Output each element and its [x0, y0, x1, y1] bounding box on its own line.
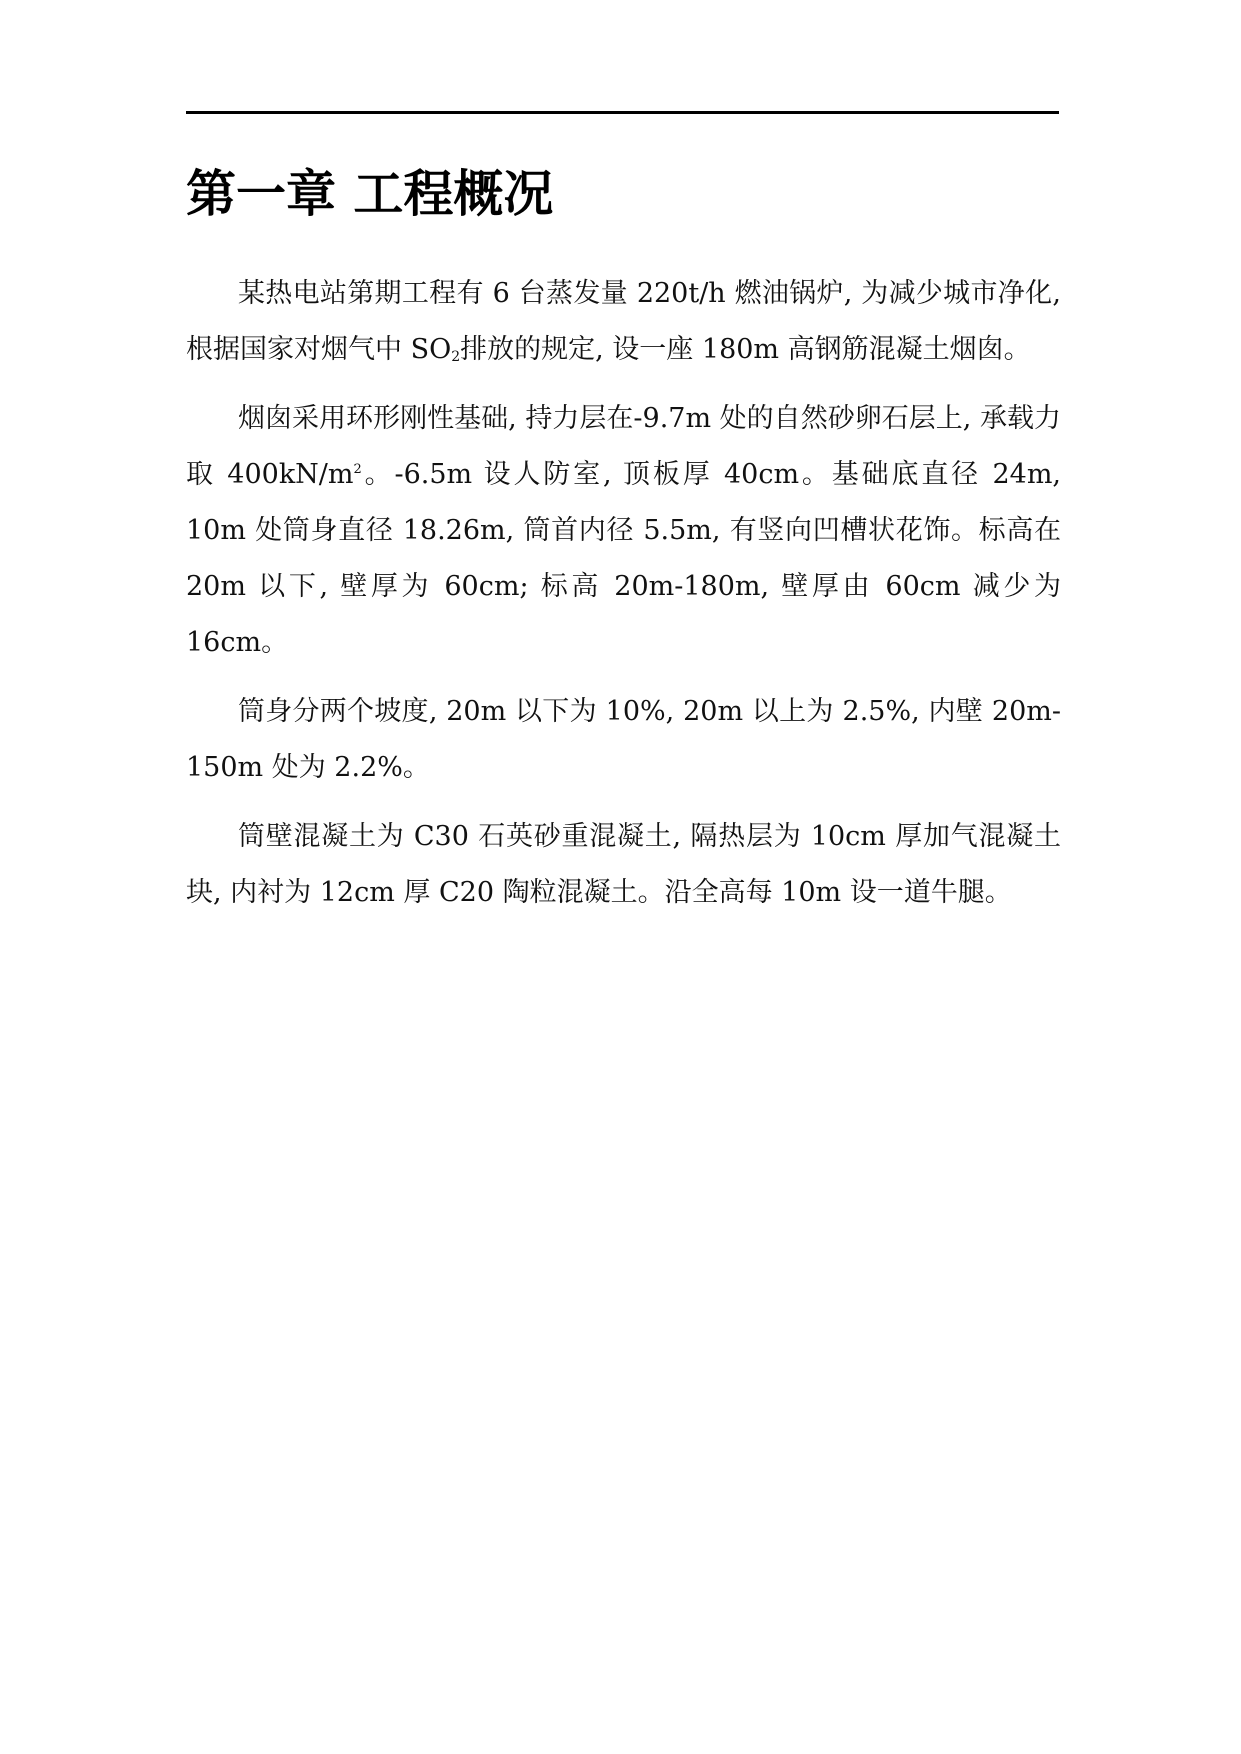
paragraph-2-text-b: 。-6.5m 设人防室, 顶板厚 40cm。基础底直径 24m, 10m 处筒身直径 18.26m, 筒首内径 5.5m, 有竖向凹槽状花饰。标高在 20m 以下, 壁厚为 60cm; 标高 20m-180m, 壁厚由 60cm 减少为 16cm。 — [186, 459, 1061, 658]
chapter-title: 第一章 工程概况 — [186, 165, 554, 223]
header-rule — [186, 111, 1059, 114]
paragraph-4: 筒壁混凝土为 C30 石英砂重混凝土, 隔热层为 10cm 厚加气混凝土块, 内衬为 12cm 厚 C20 陶粒混凝土。沿全高每 10m 设一道牛腿。 — [186, 821, 1061, 908]
document-body — [186, 266, 1061, 934]
paragraph-3: 筒身分两个坡度, 20m 以下为 10%, 20m 以上为 2.5%, 内壁 20m-150m 处为 2.2%。 — [186, 696, 1061, 783]
paragraph-1-text-b: 排放的规定, 设一座 180m 高钢筋混凝土烟囱。 — [460, 334, 1031, 365]
paragraph-2 — [186, 391, 1061, 671]
unit-superscript: 2 — [353, 462, 362, 477]
so2-subscript: 2 — [451, 349, 461, 365]
paragraph-2-text-a: 烟囱采用环形刚性基础, 持力层在-9.7m 处的自然砂卵石层上, 承载力取 400kN/m — [186, 403, 1061, 490]
paragraph-1-text-a: 某热电站第期工程有 6 台蒸发量 220t/h 燃油锅炉, 为减少城市净化, 根据国家对烟气中 SO — [186, 278, 1061, 365]
paragraph-1 — [186, 266, 1061, 378]
